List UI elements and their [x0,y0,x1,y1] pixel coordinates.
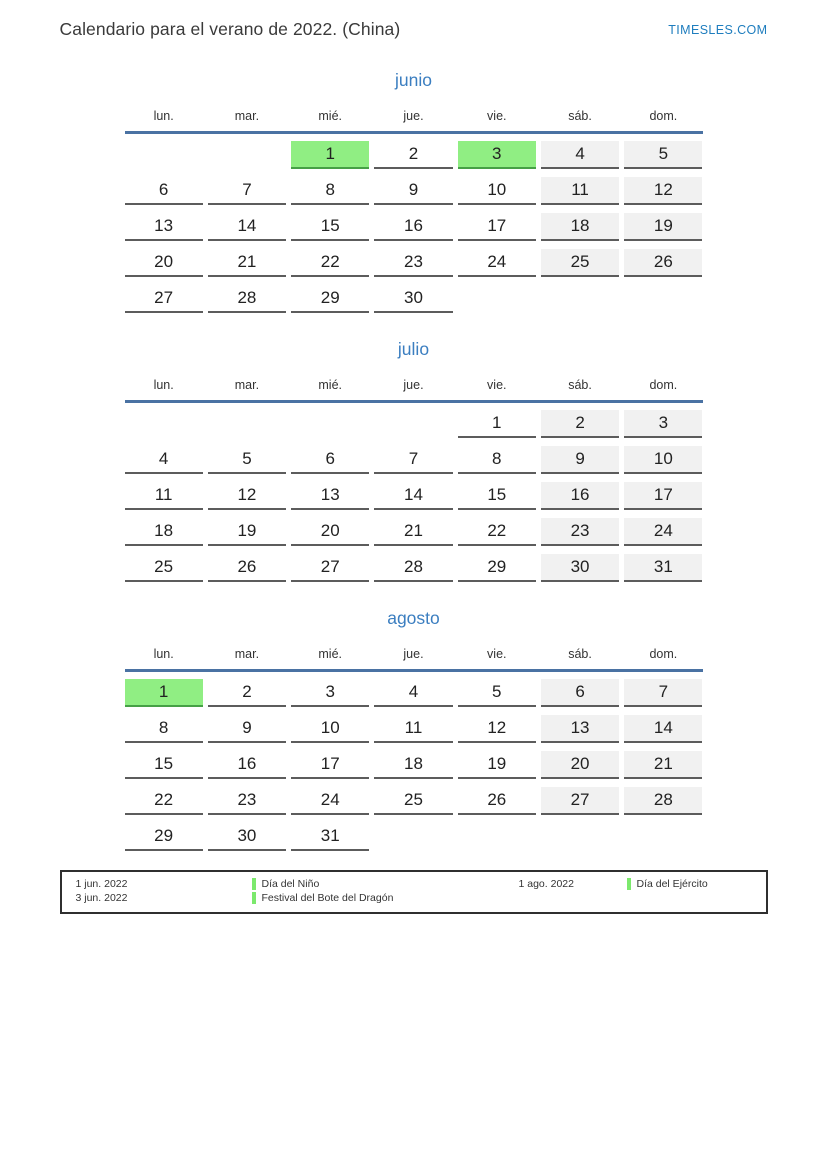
day-cell-junio-21: 21 [208,249,286,277]
day-cell-agosto-17: 17 [291,751,369,779]
month-title-julio: julio [397,339,430,359]
day-cell-junio-19: 19 [624,213,702,241]
day-cell-agosto-11: 11 [374,715,452,743]
day-cell-julio-28: 28 [374,554,452,582]
day-cell-agosto-28: 28 [624,787,702,815]
legend-date: 1 jun. 2022 [75,878,128,890]
weekday-label: mar. [234,109,260,123]
day-cell-agosto-9: 9 [208,715,286,743]
day-cell-junio-2: 2 [374,141,452,169]
empty-cell [125,410,203,438]
weekday-label: vie. [487,647,507,661]
legend-event [252,877,519,891]
day-cell-julio-17: 17 [624,482,702,510]
day-cell-agosto-24: 24 [291,787,369,815]
empty-cell [291,410,369,438]
weekday-label: jue. [403,109,424,123]
day-cell-agosto-20: 20 [541,751,619,779]
weekday-label: mar. [234,378,260,392]
day-cell-agosto-3: 3 [291,679,369,707]
weekday-header-row [125,647,703,661]
day-cell-agosto-6: 6 [541,679,619,707]
day-cell-julio-8: 8 [458,446,536,474]
day-grid [125,410,703,582]
empty-cell [458,823,536,851]
legend-event [252,891,519,905]
day-cell-agosto-15: 15 [125,751,203,779]
day-cell-julio-16: 16 [541,482,619,510]
weekday-label: dom. [649,109,678,123]
day-cell-agosto-26: 26 [458,787,536,815]
holiday-marker-icon [252,892,256,904]
day-cell-julio-21: 21 [374,518,452,546]
month-julio [125,338,703,582]
weekday-label: sáb. [568,647,592,661]
legend-event-label: Festival del Bote del Dragón [261,892,394,904]
month-header-divider [125,131,703,134]
weekday-label: dom. [649,647,678,661]
page-header [60,0,768,40]
day-cell-agosto-27: 27 [541,787,619,815]
day-cell-julio-26: 26 [208,554,286,582]
day-cell-julio-15: 15 [458,482,536,510]
month-title-junio: junio [395,70,432,90]
day-cell-julio-30: 30 [541,554,619,582]
day-cell-julio-11: 11 [125,482,203,510]
empty-cell [458,285,536,313]
legend-date: 1 ago. 2022 [518,878,574,890]
holiday-marker-icon [252,878,256,890]
page-title: Calendario para el verano de 2022. (China) [59,19,401,39]
day-cell-agosto-21: 21 [624,751,702,779]
empty-cell [624,823,702,851]
day-cell-julio-14: 14 [374,482,452,510]
empty-cell [208,141,286,169]
day-cell-julio-5: 5 [208,446,286,474]
day-cell-junio-17: 17 [458,213,536,241]
month-header-divider [125,669,703,672]
day-cell-agosto-12: 12 [458,715,536,743]
day-cell-junio-9: 9 [374,177,452,205]
day-cell-julio-3: 3 [624,410,702,438]
day-cell-agosto-8: 8 [125,715,203,743]
day-cell-julio-1: 1 [458,410,536,438]
day-cell-julio-25: 25 [125,554,203,582]
day-cell-junio-1: 1 [291,141,369,169]
day-grid [125,141,703,313]
day-cell-agosto-7: 7 [624,679,702,707]
weekday-label: lun. [153,109,174,123]
day-cell-julio-10: 10 [624,446,702,474]
day-cell-julio-22: 22 [458,518,536,546]
day-cell-junio-16: 16 [374,213,452,241]
weekday-label: vie. [487,109,507,123]
empty-cell [374,823,452,851]
day-cell-agosto-23: 23 [208,787,286,815]
day-cell-junio-28: 28 [208,285,286,313]
empty-cell [541,823,619,851]
day-cell-julio-20: 20 [291,518,369,546]
weekday-label: mié. [318,647,343,661]
day-cell-junio-27: 27 [125,285,203,313]
day-cell-agosto-19: 19 [458,751,536,779]
legend-event [627,877,766,891]
day-cell-agosto-22: 22 [125,787,203,815]
weekday-label: jue. [403,378,424,392]
day-cell-junio-26: 26 [624,249,702,277]
day-cell-junio-18: 18 [541,213,619,241]
weekday-header-row [125,378,703,392]
weekday-label: vie. [487,378,507,392]
empty-cell [541,285,619,313]
day-cell-junio-6: 6 [125,177,203,205]
day-cell-junio-22: 22 [291,249,369,277]
day-cell-junio-3: 3 [458,141,536,169]
day-cell-junio-8: 8 [291,177,369,205]
day-cell-julio-13: 13 [291,482,369,510]
weekday-label: mié. [318,109,343,123]
holiday-marker-icon [627,878,631,890]
weekday-label: dom. [649,378,678,392]
month-header-divider [125,400,703,403]
legend-event-label: Día del Niño [261,878,320,890]
day-cell-julio-9: 9 [541,446,619,474]
day-cell-junio-24: 24 [458,249,536,277]
empty-cell [624,285,702,313]
day-cell-agosto-18: 18 [374,751,452,779]
day-cell-agosto-29: 29 [125,823,203,851]
day-cell-agosto-1: 1 [125,679,203,707]
day-cell-agosto-13: 13 [541,715,619,743]
month-title-agosto: agosto [387,608,440,628]
day-cell-junio-23: 23 [374,249,452,277]
empty-cell [208,410,286,438]
day-cell-julio-12: 12 [208,482,286,510]
legend-date: 3 jun. 2022 [75,892,128,904]
calendar [125,69,703,851]
empty-cell [374,410,452,438]
day-cell-agosto-30: 30 [208,823,286,851]
day-cell-junio-12: 12 [624,177,702,205]
day-cell-julio-4: 4 [125,446,203,474]
day-cell-junio-4: 4 [541,141,619,169]
day-cell-junio-5: 5 [624,141,702,169]
weekday-label: sáb. [568,109,592,123]
day-cell-julio-6: 6 [291,446,369,474]
day-cell-agosto-4: 4 [374,679,452,707]
day-cell-agosto-16: 16 [208,751,286,779]
day-cell-junio-11: 11 [541,177,619,205]
day-cell-julio-29: 29 [458,554,536,582]
day-cell-julio-18: 18 [125,518,203,546]
day-cell-agosto-31: 31 [291,823,369,851]
weekday-label: jue. [403,647,424,661]
empty-cell [125,141,203,169]
day-cell-agosto-10: 10 [291,715,369,743]
day-cell-julio-27: 27 [291,554,369,582]
day-cell-junio-13: 13 [125,213,203,241]
day-cell-junio-10: 10 [458,177,536,205]
day-cell-junio-20: 20 [125,249,203,277]
weekday-label: mié. [318,378,343,392]
day-grid [125,679,703,851]
weekday-label: lun. [153,378,174,392]
day-cell-agosto-2: 2 [208,679,286,707]
day-cell-julio-7: 7 [374,446,452,474]
day-cell-junio-14: 14 [208,213,286,241]
weekday-label: lun. [153,647,174,661]
day-cell-julio-31: 31 [624,554,702,582]
weekday-label: mar. [234,647,260,661]
day-cell-julio-19: 19 [208,518,286,546]
day-cell-junio-15: 15 [291,213,369,241]
day-cell-agosto-25: 25 [374,787,452,815]
day-cell-junio-29: 29 [291,285,369,313]
day-cell-julio-23: 23 [541,518,619,546]
weekday-label: sáb. [568,378,592,392]
day-cell-julio-2: 2 [541,410,619,438]
month-agosto [125,607,703,851]
day-cell-julio-24: 24 [624,518,702,546]
site-link[interactable]: TIMESLES.COM [668,23,768,37]
day-cell-junio-30: 30 [374,285,452,313]
weekday-header-row [125,109,703,123]
day-cell-agosto-14: 14 [624,715,702,743]
legend-box [60,870,768,914]
legend-grid [76,877,766,905]
day-cell-junio-25: 25 [541,249,619,277]
month-junio [125,69,703,313]
day-cell-agosto-5: 5 [458,679,536,707]
day-cell-junio-7: 7 [208,177,286,205]
legend-event-label: Día del Ejército [636,878,708,890]
